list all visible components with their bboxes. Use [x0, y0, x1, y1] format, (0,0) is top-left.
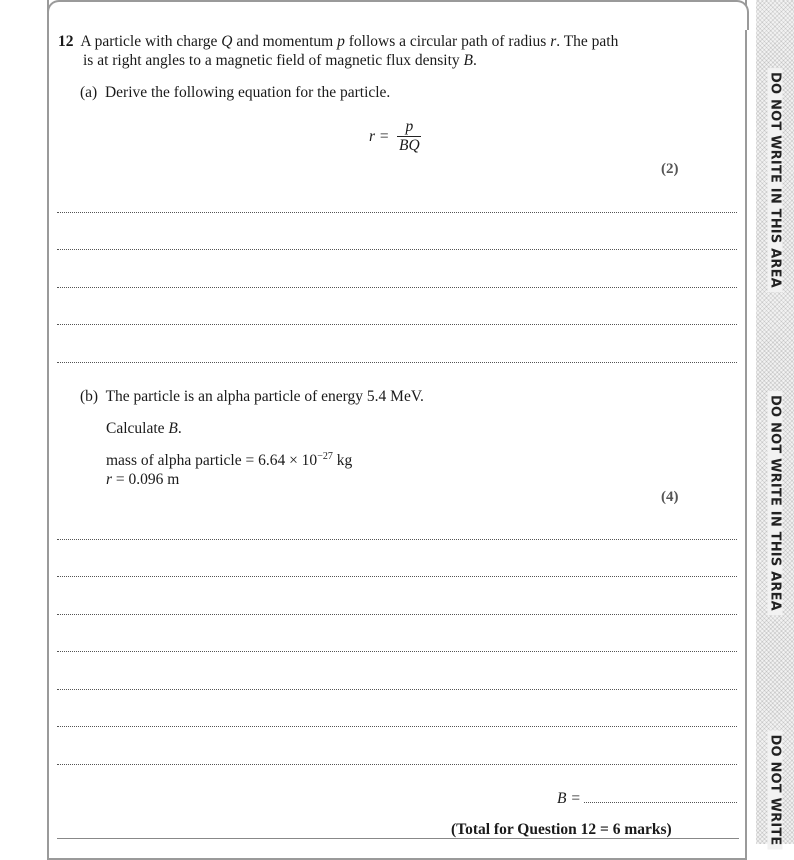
total-marks: (Total for Question 12 = 6 marks) — [451, 821, 672, 838]
answer-line[interactable] — [57, 287, 737, 288]
answer-line[interactable] — [57, 249, 737, 250]
answer-b-input-line[interactable] — [584, 802, 737, 803]
part-a-marks: (2) — [661, 161, 679, 177]
part-a-prompt: (a) Derive the following equation for the particle. — [80, 84, 391, 101]
answer-line[interactable] — [57, 324, 737, 325]
question-stem-line1: 12 A particle with charge Q and momentum p follows a circular path of radius r. The path — [58, 33, 619, 50]
answer-line[interactable] — [57, 614, 737, 615]
answer-line[interactable] — [57, 764, 737, 765]
equation-r-equals-p-over-bq — [369, 118, 421, 155]
bottom-rule — [57, 838, 739, 839]
answer-line[interactable] — [57, 576, 737, 577]
equation-denominator: BQ — [399, 137, 420, 154]
answer-line[interactable] — [57, 212, 737, 213]
answer-line[interactable] — [57, 689, 737, 690]
data-mass: mass of alpha particle = $6.64 \times 10^{-27}$ kg — [106, 451, 353, 469]
answer-line[interactable] — [57, 539, 737, 540]
part-b-prompt: (b) The particle is an alpha particle of energy 5.4 MeV. — [80, 388, 424, 405]
question-stem-line2: is at right angles to a magnetic field of magnetic flux density B. — [83, 52, 477, 69]
margin-notice-1: DO NOT WRITE IN THIS AREA — [768, 68, 783, 292]
equation-lhs: r = — [369, 127, 390, 145]
margin-notice-2: DO NOT WRITE IN THIS AREA — [768, 391, 783, 615]
answer-line[interactable] — [57, 726, 737, 727]
answer-line[interactable] — [57, 651, 737, 652]
data-radius: r = 0.096 m — [106, 471, 180, 488]
answer-b-label: B = — [557, 790, 581, 807]
equation-numerator: p — [405, 118, 414, 135]
page-frame-top — [47, 0, 749, 30]
part-b-marks: (4) — [661, 489, 679, 505]
answer-line[interactable] — [57, 362, 737, 363]
part-b-instruction: Calculate B. — [106, 420, 182, 437]
question-number: 12 — [58, 33, 74, 50]
margin-notice-3: DO NOT WRITE — [768, 730, 783, 849]
